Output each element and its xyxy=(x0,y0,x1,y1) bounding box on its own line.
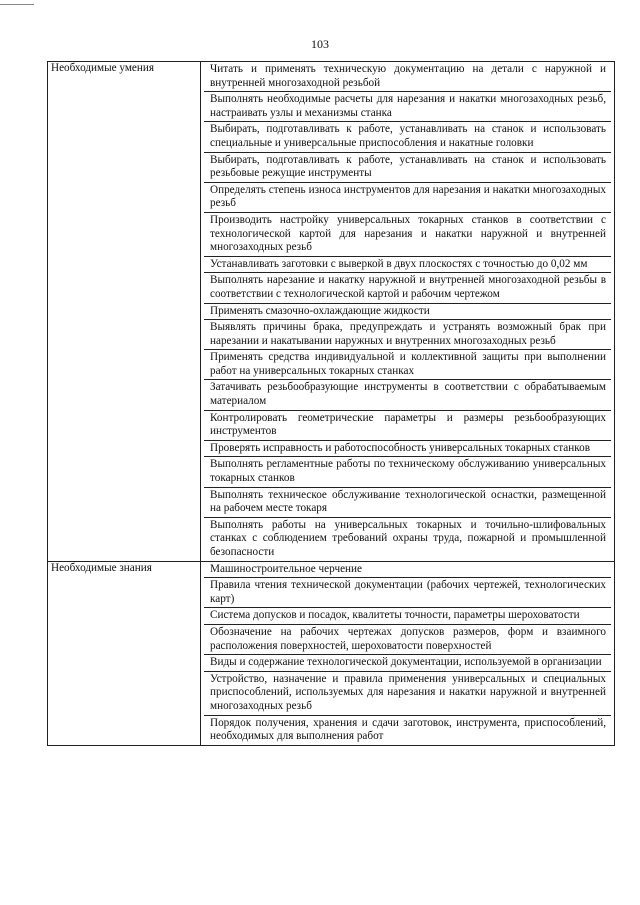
section-title-skills: Необходимые умения xyxy=(48,62,201,562)
table-row-knowledge xyxy=(48,561,615,745)
list-item: Машиностроительное черчение xyxy=(210,562,362,575)
list-item: Определять степень износа инструментов для нарезания и накатки многозаходных резьб xyxy=(204,182,611,212)
list-item: Проверять исправность и работоспособность универсальных токарных станков xyxy=(204,440,611,457)
section-items-skills xyxy=(201,62,615,562)
list-item: Виды и содержание технологической документации, используемой в организации xyxy=(204,654,611,671)
list-item: Выбирать, подготавливать к работе, устанавливать на станок и использовать специальные и универсальные приспособления и накатные головки xyxy=(204,121,611,151)
requirements-table xyxy=(47,61,615,746)
list-item: Обозначение на рабочих чертежах допусков размеров, форм и взаимного расположения поверхностей, шероховатости поверхностей xyxy=(204,624,611,654)
list-item: Выполнять нарезание и накатку наружной и внутренней многозаходной резьбы в соответствии с технологической картой и рабочим чертежом xyxy=(204,272,611,302)
list-item: Применять смазочно-охлаждающие жидкости xyxy=(204,303,611,320)
list-item: Читать и применять техническую документацию на детали с наружной и внутренней многозаходной резьбой xyxy=(210,63,606,89)
list-item: Производить настройку универсальных токарных станков в соответствии с технологической картой для нарезания и накатки наружной и внутренней многозаходных резьб xyxy=(204,212,611,256)
list-item: Выполнять необходимые расчеты для нарезания и накатки многозаходных резьб, настраивать узлы и механизмы станка xyxy=(204,91,611,121)
page-number: 103 xyxy=(311,37,329,51)
list-item: Выполнять работы на универсальных токарных и точильно-шлифовальных станках с соблюдением требований охраны труда, пожарной и промышленной безопасности xyxy=(204,517,611,561)
list-item: Система допусков и посадок, квалитеты точности, параметры шероховатости xyxy=(204,607,611,624)
scan-mark xyxy=(0,4,34,5)
list-item: Затачивать резьбообразующие инструменты в соответствии с обрабатываемым материалом xyxy=(204,379,611,409)
list-item: Выполнять регламентные работы по техническому обслуживанию универсальных токарных станков xyxy=(204,456,611,486)
list-item: Контролировать геометрические параметры и размеры резьбообразующих инструментов xyxy=(204,410,611,440)
list-item: Выявлять причины брака, предупреждать и устранять возможный брак при нарезании и накатывании наружных и внутренних многозаходных резьб xyxy=(204,319,611,349)
section-items-knowledge xyxy=(201,561,615,745)
section-title-knowledge: Необходимые знания xyxy=(48,561,201,745)
list-item: Применять средства индивидуальной и коллективной защиты при выполнении работ на универсальных токарных станках xyxy=(204,349,611,379)
list-item: Выбирать, подготавливать к работе, устанавливать на станок и использовать резьбовые режущие инструменты xyxy=(204,152,611,182)
list-item: Выполнять техническое обслуживание технологической оснастки, размещенной на рабочем месте токаря xyxy=(204,487,611,517)
list-item: Порядок получения, хранения и сдачи заготовок, инструмента, приспособлений, необходимых для выполнения работ xyxy=(204,715,611,745)
table-row-skills xyxy=(48,62,615,562)
list-item: Устанавливать заготовки с выверкой в двух плоскостях с точностью до 0,02 мм xyxy=(204,256,611,273)
list-item: Устройство, назначение и правила применения универсальных и специальных приспособлений, используемых для нарезания и накатки наружной и внутренней многозаходных резьб xyxy=(204,671,611,715)
list-item: Правила чтения технической документации (рабочих чертежей, технологических карт) xyxy=(204,577,611,607)
